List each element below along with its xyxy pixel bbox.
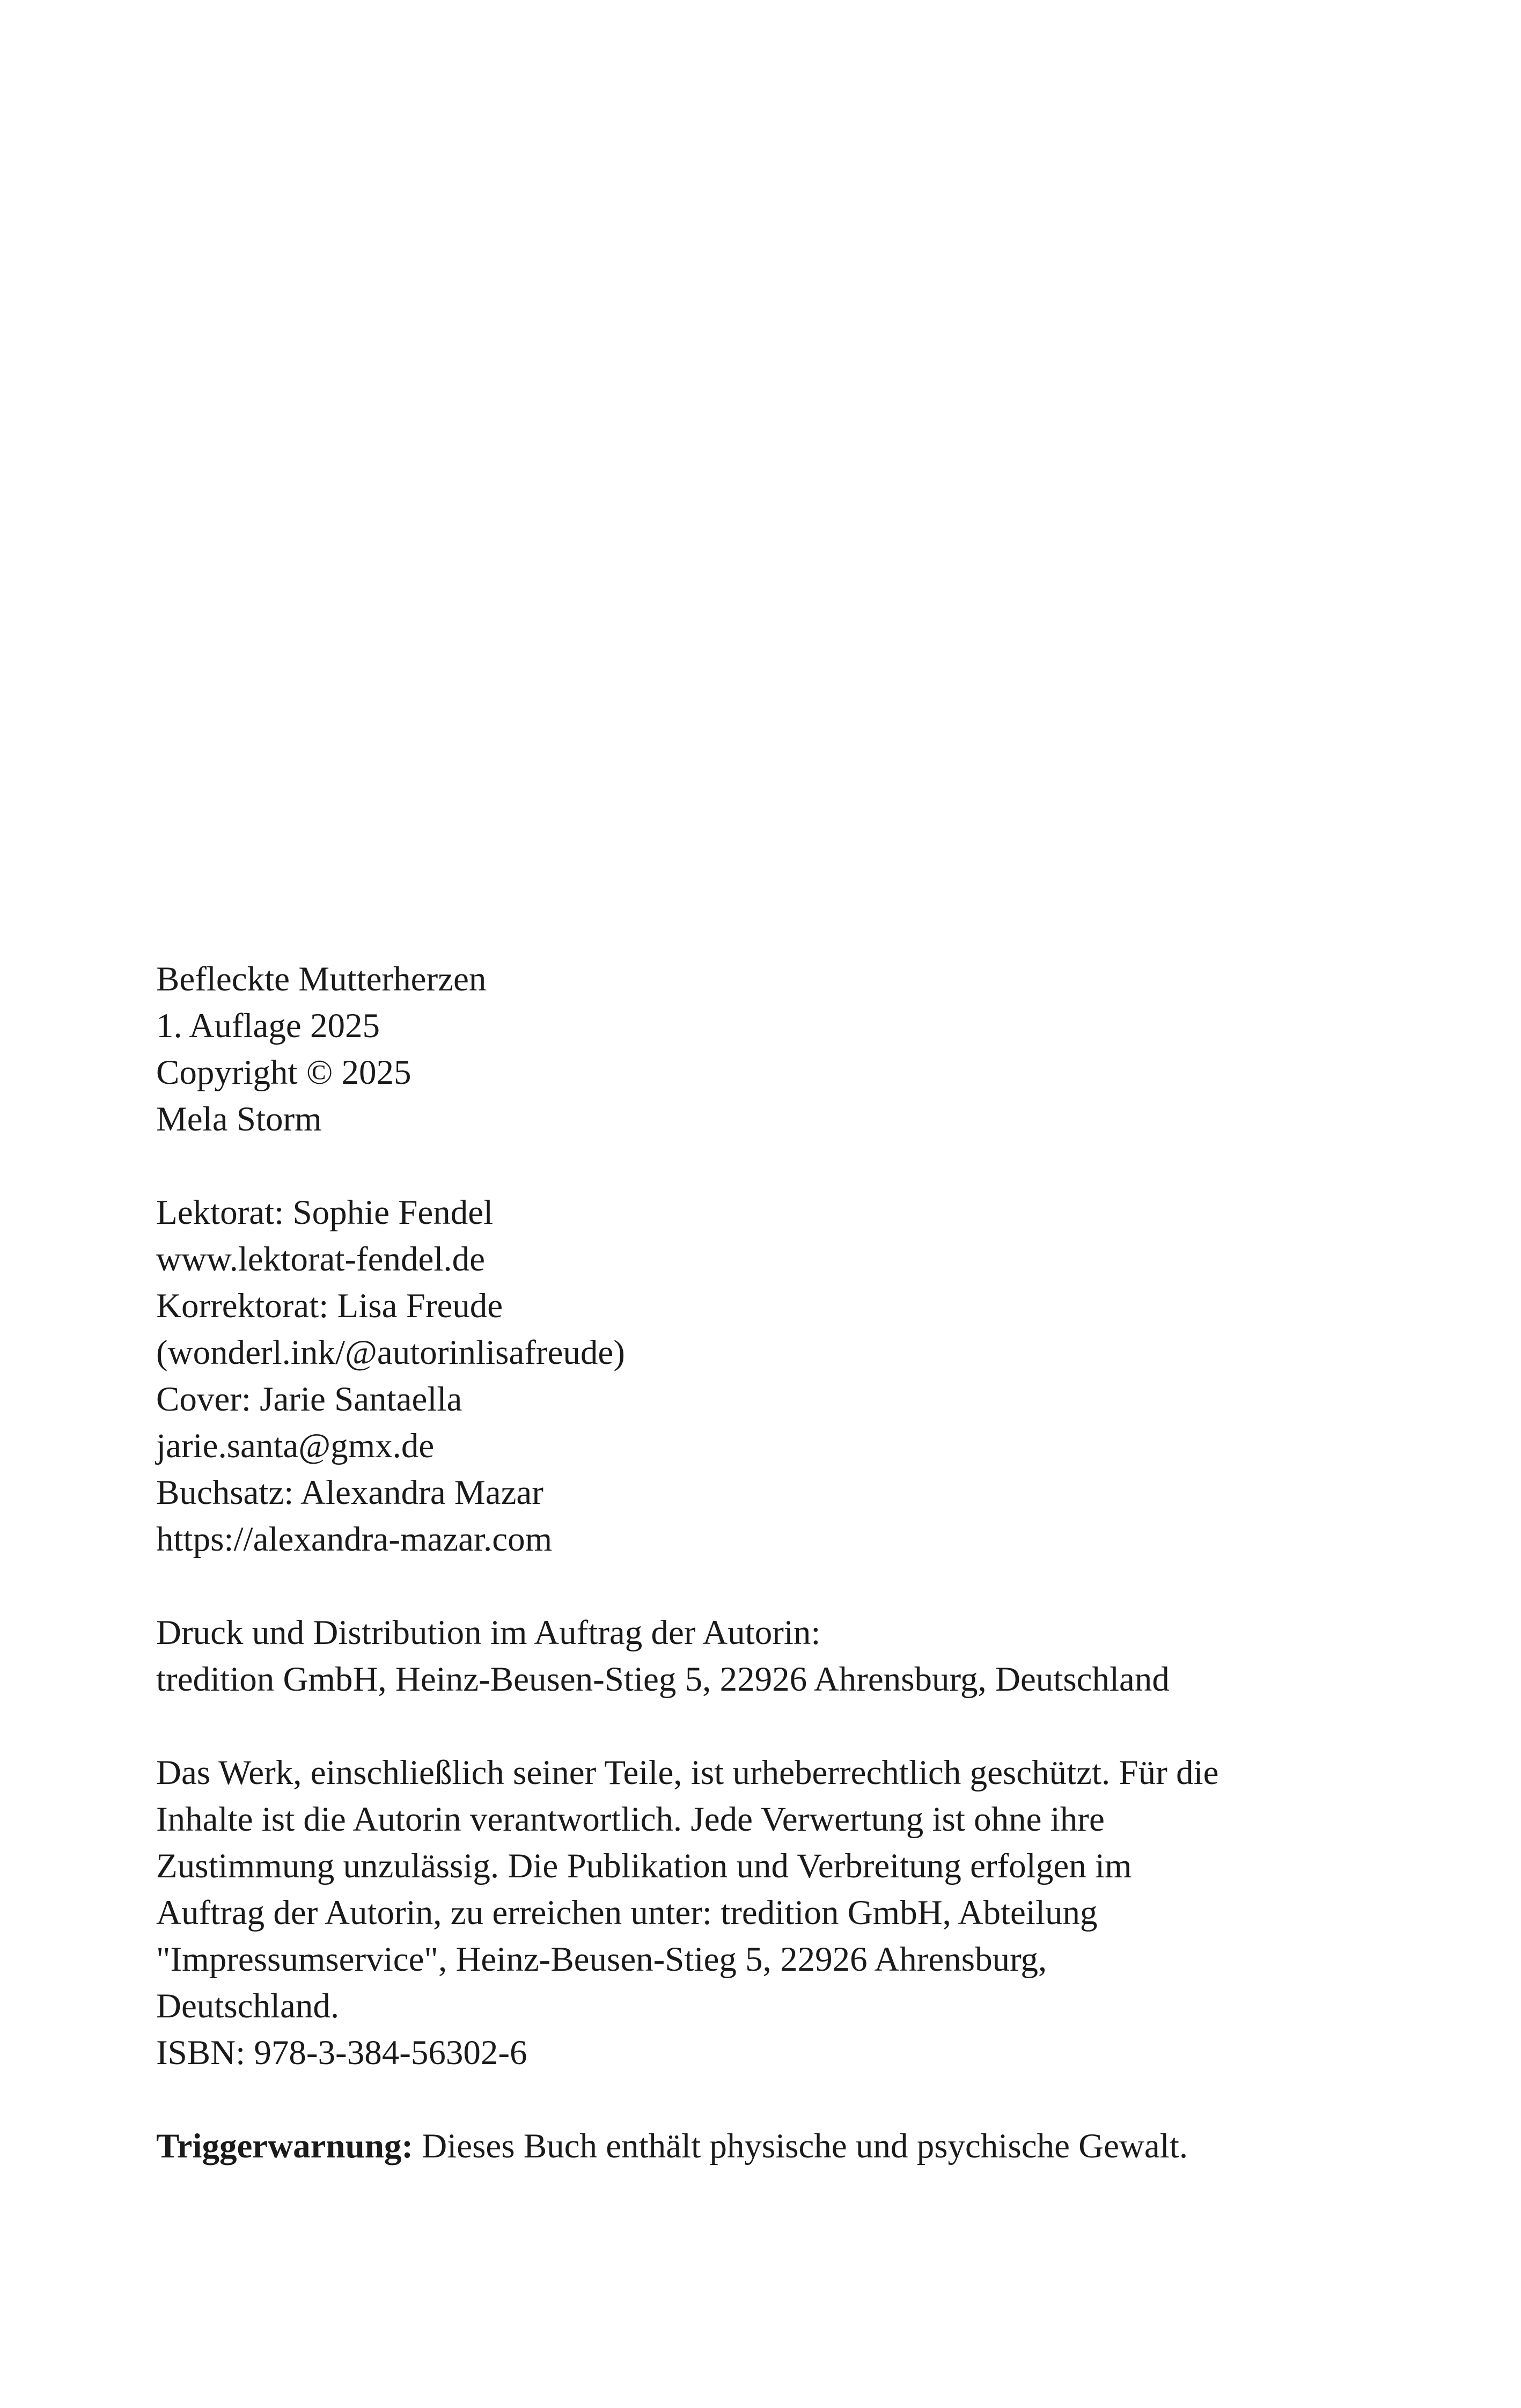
author-name: Mela Storm [156,1100,322,1139]
book-title: Befleckte Mutterherzen [156,960,487,999]
edition-line: 1. Auflage 2025 [156,1007,380,1045]
cover-line: Cover: Jarie Santaella [156,1380,462,1419]
distribution-heading: Druck und Distribution im Auftrag der Autorin: [156,1613,821,1652]
legal-line: Inhalte ist die Autorin verantwortlich. Jede Verwertung ist ohne ihre [156,1800,1105,1839]
legal-line: Zustimmung unzulässig. Die Publikation und Verbreitung erfolgen im [156,1847,1132,1885]
legal-line: "Impressumservice", Heinz-Beusen-Stieg 5, 22926 Ahrensburg, [156,1940,1047,1979]
buchsatz-line: Buchsatz: Alexandra Mazar [156,1473,543,1512]
copyright-line: Copyright © 2025 [156,1053,412,1092]
legal-block [156,1750,1390,2076]
isbn-line: ISBN: 978-3-384-56302-6 [156,2033,527,2072]
cover-email: jarie.santa@gmx.de [156,1427,435,1465]
credits-block [156,1190,1390,1563]
distribution-address: tredition GmbH, Heinz-Beusen-Stieg 5, 22926 Ahrensburg, Deutschland [156,1660,1170,1699]
korrektorat-website: (wonderl.ink/@autorinlisafreude) [156,1333,625,1372]
lektorat-line: Lektorat: Sophie Fendel [156,1193,494,1232]
legal-line: Das Werk, einschließlich seiner Teile, ist urheberrechtlich geschützt. Für die [156,1753,1219,1792]
legal-line: Deutschland. [156,1987,340,2025]
trigger-warning-line [156,2123,1390,2170]
trigger-warning-label: Triggerwarnung: [156,2127,414,2165]
spacer [156,1143,1390,1190]
spacer [156,1703,1390,1750]
imprint-page [156,956,1390,2170]
spacer [156,1563,1390,1610]
trigger-warning-text: Dieses Buch enthält physische und psychische Gewalt. [413,2127,1188,2165]
legal-line: Auftrag der Autorin, zu erreichen unter: tredition GmbH, Abteilung [156,1893,1098,1932]
korrektorat-line: Korrektorat: Lisa Freude [156,1287,503,1325]
distribution-block [156,1610,1390,1703]
lektorat-website: www.lektorat-fendel.de [156,1240,486,1279]
spacer [156,2076,1390,2123]
trigger-warning [156,2123,1390,2170]
buchsatz-website: https://alexandra-mazar.com [156,1520,553,1559]
title-block [156,956,1390,1143]
